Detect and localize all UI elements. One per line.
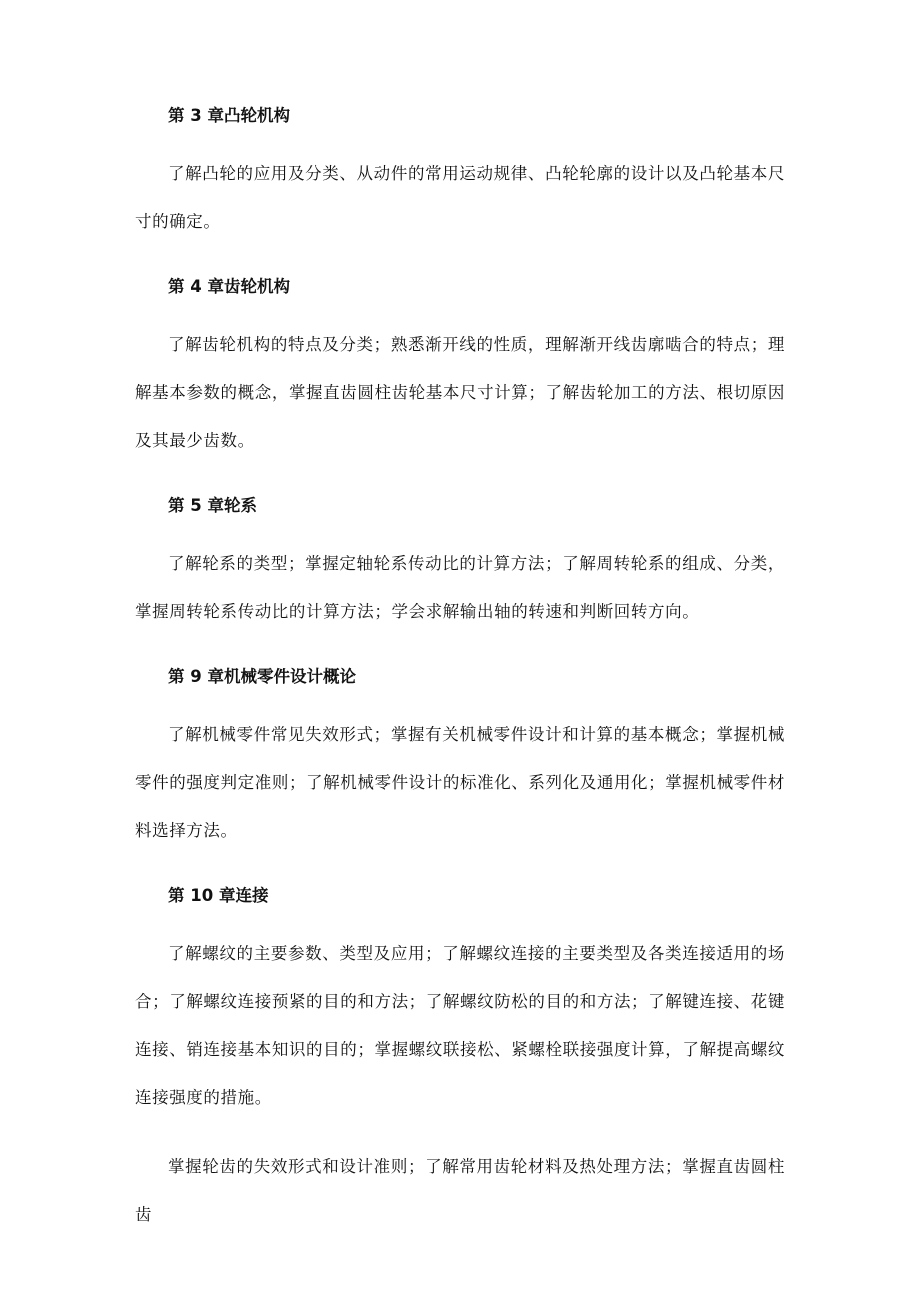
section-heading-chapter-5: 第 5 章轮系 [168,496,257,515]
trailing-paragraph: 掌握轮齿的失效形式和设计准则；了解常用齿轮材料及热处理方法；掌握直齿圆柱齿 [135,1157,785,1224]
spacer [135,697,785,711]
spacer [135,246,785,267]
section-body-chapter-5: 了解轮系的类型；掌握定轴轮系传动比的计算方法；了解周转轮系的组成、分类，掌握周转轮系传动比的计算方法；学会求解输出轴的转速和判断回转方向。 [135,554,785,621]
section-body-chapter-9: 了解机械零件常见失效形式；掌握有关机械零件设计和计算的基本概念；掌握机械零件的强度判定准则；了解机械零件设计的标准化、系列化及通用化；掌握机械零件材料选择方法。 [135,725,785,840]
spacer [135,526,785,540]
spacer [135,1122,785,1143]
spacer [135,136,785,150]
spacer [135,916,785,930]
spacer [135,465,785,486]
spacer [135,636,785,657]
section-body-chapter-4: 了解齿轮机构的特点及分类；熟悉渐开线的性质，理解渐开线齿廓啮合的特点；理解基本参数的概念，掌握直齿圆柱齿轮基本尺寸计算；了解齿轮加工的方法、根切原因及其最少齿数。 [135,335,785,450]
spacer [135,307,785,321]
section-heading-chapter-10: 第 10 章连接 [168,886,269,905]
section-heading-chapter-3: 第 3 章凸轮机构 [168,106,290,125]
section-body-chapter-10: 了解螺纹的主要参数、类型及应用；了解螺纹连接的主要类型及各类连接适用的场合；了解螺纹连接预紧的目的和方法；了解螺纹防松的目的和方法；了解键连接、花键连接、销连接基本知识的目的；掌握螺纹联接松、紧螺栓联接强度计算，了解提高螺纹连接强度的措施。 [135,944,785,1107]
section-body-chapter-3: 了解凸轮的应用及分类、从动件的常用运动规律、凸轮轮廓的设计以及凸轮基本尺寸的确定。 [135,164,785,231]
section-heading-chapter-9: 第 9 章机械零件设计概论 [168,667,356,686]
section-heading-chapter-4: 第 4 章齿轮机构 [168,277,290,296]
spacer [135,855,785,876]
